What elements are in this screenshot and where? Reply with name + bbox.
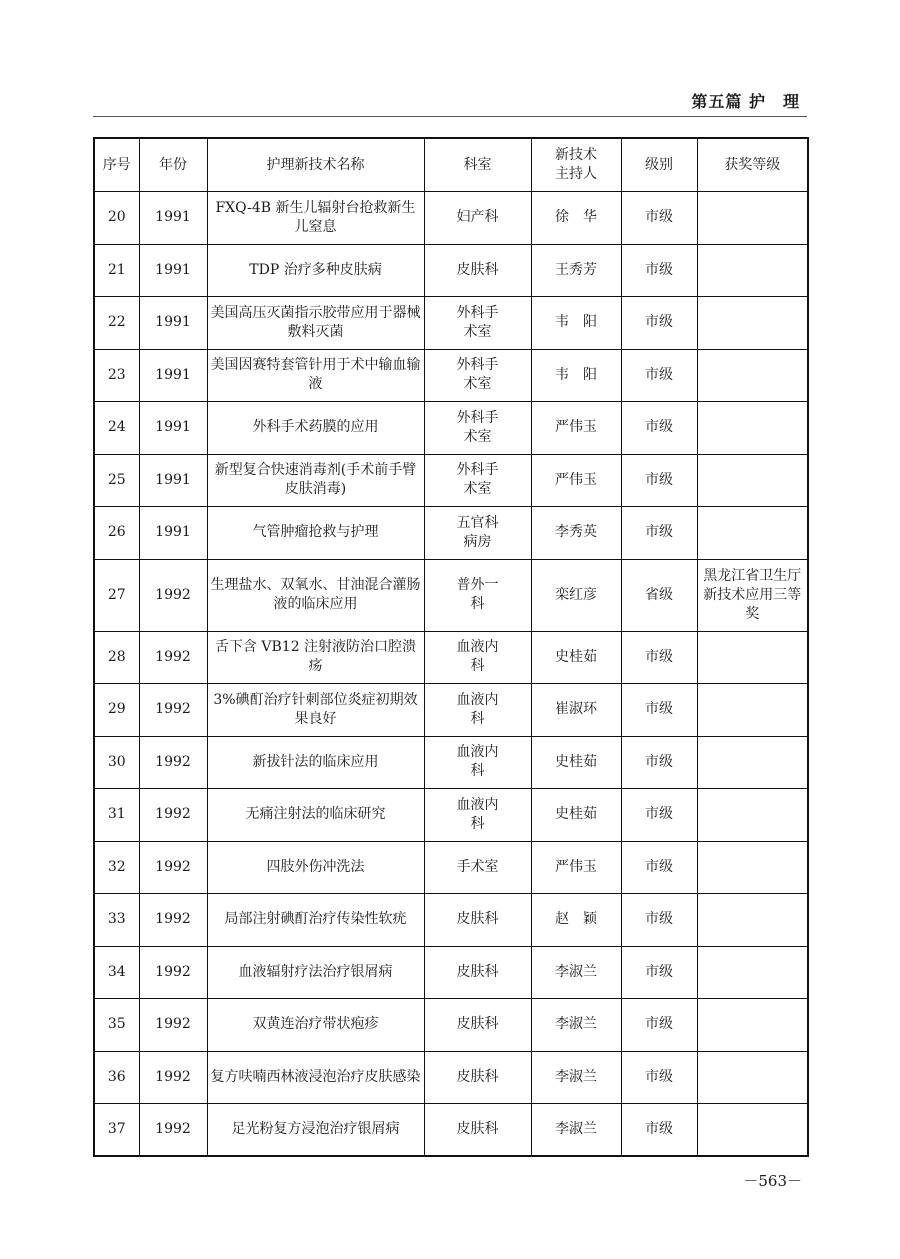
cell-award — [697, 192, 808, 245]
cell-award — [697, 349, 808, 402]
cell-award — [697, 894, 808, 947]
table-row — [94, 736, 808, 789]
cell-year: 1992 — [139, 559, 207, 631]
cell-dept: 血液内科 — [424, 789, 531, 842]
cell-no: 37 — [94, 1104, 139, 1157]
cell-year: 1992 — [139, 736, 207, 789]
cell-no: 25 — [94, 454, 139, 507]
cell-tech-name: 气管肿瘤抢救与护理 — [207, 507, 424, 560]
cell-host: 史桂茹 — [531, 631, 621, 684]
cell-level: 省级 — [621, 559, 697, 631]
table-row — [94, 1104, 808, 1157]
cell-host: 李淑兰 — [531, 1051, 621, 1104]
cell-host: 韦 阳 — [531, 349, 621, 402]
table-row — [94, 349, 808, 402]
cell-level: 市级 — [621, 454, 697, 507]
cell-no: 33 — [94, 894, 139, 947]
cell-tech-name: 四肢外伤冲洗法 — [207, 841, 424, 894]
cell-award — [697, 402, 808, 455]
cell-award — [697, 684, 808, 737]
cell-no: 26 — [94, 507, 139, 560]
cell-host: 严伟玉 — [531, 402, 621, 455]
table-row — [94, 297, 808, 350]
cell-dept: 皮肤科 — [424, 946, 531, 999]
cell-no: 20 — [94, 192, 139, 245]
cell-level: 市级 — [621, 789, 697, 842]
cell-year: 1991 — [139, 297, 207, 350]
cell-award — [697, 1104, 808, 1157]
cell-host: 徐 华 — [531, 192, 621, 245]
cell-tech-name: FXQ-4B 新生儿辐射台抢救新生儿窒息 — [207, 192, 424, 245]
cell-no: 28 — [94, 631, 139, 684]
cell-tech-name: 美国高压灭菌指示胶带应用于器械敷料灭菌 — [207, 297, 424, 350]
table-header-row — [94, 138, 808, 192]
cell-award — [697, 297, 808, 350]
page-number: －563－ — [743, 1172, 802, 1190]
cell-no: 23 — [94, 349, 139, 402]
cell-year: 1991 — [139, 402, 207, 455]
cell-award — [697, 841, 808, 894]
table-row — [94, 841, 808, 894]
col-header-dept: 科室 — [424, 138, 531, 192]
cell-year: 1992 — [139, 631, 207, 684]
cell-level: 市级 — [621, 684, 697, 737]
cell-host: 史桂茹 — [531, 736, 621, 789]
col-header-name: 护理新技术名称 — [207, 138, 424, 192]
cell-level: 市级 — [621, 1104, 697, 1157]
cell-no: 24 — [94, 402, 139, 455]
cell-no: 29 — [94, 684, 139, 737]
table-row — [94, 1051, 808, 1104]
cell-tech-name: 足光粉复方浸泡治疗银屑病 — [207, 1104, 424, 1157]
cell-level: 市级 — [621, 244, 697, 297]
cell-no: 32 — [94, 841, 139, 894]
col-header-host: 新技术主持人 — [531, 138, 621, 192]
cell-year: 1992 — [139, 684, 207, 737]
cell-award — [697, 244, 808, 297]
table-row — [94, 244, 808, 297]
cell-dept: 皮肤科 — [424, 1051, 531, 1104]
cell-host: 严伟玉 — [531, 454, 621, 507]
cell-award — [697, 736, 808, 789]
cell-year: 1992 — [139, 999, 207, 1052]
table-row — [94, 559, 808, 631]
table-row — [94, 507, 808, 560]
cell-year: 1992 — [139, 789, 207, 842]
cell-tech-name: 局部注射碘酊治疗传染性软疣 — [207, 894, 424, 947]
col-header-award: 获奖等级 — [697, 138, 808, 192]
cell-dept: 外科手术室 — [424, 297, 531, 350]
cell-award — [697, 454, 808, 507]
cell-dept: 血液内科 — [424, 631, 531, 684]
cell-dept: 皮肤科 — [424, 1104, 531, 1157]
cell-host: 韦 阳 — [531, 297, 621, 350]
cell-level: 市级 — [621, 297, 697, 350]
cell-dept: 皮肤科 — [424, 894, 531, 947]
cell-no: 31 — [94, 789, 139, 842]
cell-level: 市级 — [621, 1051, 697, 1104]
cell-dept: 外科手术室 — [424, 454, 531, 507]
header-divider — [93, 116, 807, 117]
cell-year: 1992 — [139, 1051, 207, 1104]
table-row — [94, 631, 808, 684]
cell-no: 21 — [94, 244, 139, 297]
cell-host: 史桂茹 — [531, 789, 621, 842]
cell-level: 市级 — [621, 631, 697, 684]
cell-host: 李淑兰 — [531, 946, 621, 999]
cell-tech-name: 新拔针法的临床应用 — [207, 736, 424, 789]
cell-level: 市级 — [621, 894, 697, 947]
cell-tech-name: 血液辐射疗法治疗银屑病 — [207, 946, 424, 999]
cell-year: 1992 — [139, 1104, 207, 1157]
cell-dept: 皮肤科 — [424, 999, 531, 1052]
cell-no: 22 — [94, 297, 139, 350]
table-row — [94, 684, 808, 737]
cell-year: 1991 — [139, 454, 207, 507]
cell-award — [697, 946, 808, 999]
cell-tech-name: 外科手术药膜的应用 — [207, 402, 424, 455]
cell-no: 35 — [94, 999, 139, 1052]
col-header-no: 序号 — [94, 138, 139, 192]
cell-host: 严伟玉 — [531, 841, 621, 894]
cell-no: 27 — [94, 559, 139, 631]
cell-tech-name: 复方呋喃西林液浸泡治疗皮肤感染 — [207, 1051, 424, 1104]
table-row — [94, 192, 808, 245]
cell-no: 30 — [94, 736, 139, 789]
col-header-year: 年份 — [139, 138, 207, 192]
cell-host: 李淑兰 — [531, 999, 621, 1052]
cell-level: 市级 — [621, 736, 697, 789]
table-row — [94, 454, 808, 507]
cell-year: 1991 — [139, 244, 207, 297]
cell-tech-name: 美国因赛特套管针用于术中输血输液 — [207, 349, 424, 402]
table-row — [94, 789, 808, 842]
cell-year: 1991 — [139, 192, 207, 245]
cell-award — [697, 1051, 808, 1104]
cell-host: 栾红彦 — [531, 559, 621, 631]
cell-award — [697, 507, 808, 560]
col-header-level: 级别 — [621, 138, 697, 192]
cell-tech-name: 舌下含 VB12 注射液防治口腔溃疡 — [207, 631, 424, 684]
cell-dept: 外科手术室 — [424, 349, 531, 402]
cell-host: 王秀芳 — [531, 244, 621, 297]
nursing-technology-table — [93, 137, 809, 1157]
cell-dept: 普外一科 — [424, 559, 531, 631]
cell-tech-name: 3%碘酊治疗针刺部位炎症初期效果良好 — [207, 684, 424, 737]
cell-no: 34 — [94, 946, 139, 999]
cell-award — [697, 999, 808, 1052]
table-row — [94, 999, 808, 1052]
cell-level: 市级 — [621, 402, 697, 455]
cell-level: 市级 — [621, 841, 697, 894]
cell-year: 1992 — [139, 841, 207, 894]
cell-dept: 外科手术室 — [424, 402, 531, 455]
cell-dept: 妇产科 — [424, 192, 531, 245]
cell-dept: 血液内科 — [424, 736, 531, 789]
cell-host: 赵 颖 — [531, 894, 621, 947]
cell-tech-name: TDP 治疗多种皮肤病 — [207, 244, 424, 297]
cell-level: 市级 — [621, 192, 697, 245]
cell-no: 36 — [94, 1051, 139, 1104]
cell-year: 1991 — [139, 349, 207, 402]
cell-award: 黑龙江省卫生厅新技术应用三等奖 — [697, 559, 808, 631]
table-row — [94, 402, 808, 455]
cell-dept: 皮肤科 — [424, 244, 531, 297]
cell-award — [697, 631, 808, 684]
cell-level: 市级 — [621, 946, 697, 999]
cell-host: 李淑兰 — [531, 1104, 621, 1157]
cell-tech-name: 双黄连治疗带状疱疹 — [207, 999, 424, 1052]
cell-year: 1992 — [139, 946, 207, 999]
cell-year: 1992 — [139, 894, 207, 947]
cell-dept: 五官科病房 — [424, 507, 531, 560]
cell-dept: 血液内科 — [424, 684, 531, 737]
cell-award — [697, 789, 808, 842]
cell-host: 李秀英 — [531, 507, 621, 560]
table-row — [94, 946, 808, 999]
cell-tech-name: 生理盐水、双氧水、甘油混合灌肠液的临床应用 — [207, 559, 424, 631]
table-row — [94, 894, 808, 947]
section-title: 第五篇 护 理 — [691, 92, 800, 111]
cell-host: 崔淑环 — [531, 684, 621, 737]
cell-year: 1991 — [139, 507, 207, 560]
cell-level: 市级 — [621, 349, 697, 402]
cell-tech-name: 无痛注射法的临床研究 — [207, 789, 424, 842]
cell-dept: 手术室 — [424, 841, 531, 894]
cell-level: 市级 — [621, 999, 697, 1052]
cell-level: 市级 — [621, 507, 697, 560]
cell-tech-name: 新型复合快速消毒剂(手术前手臂皮肤消毒) — [207, 454, 424, 507]
